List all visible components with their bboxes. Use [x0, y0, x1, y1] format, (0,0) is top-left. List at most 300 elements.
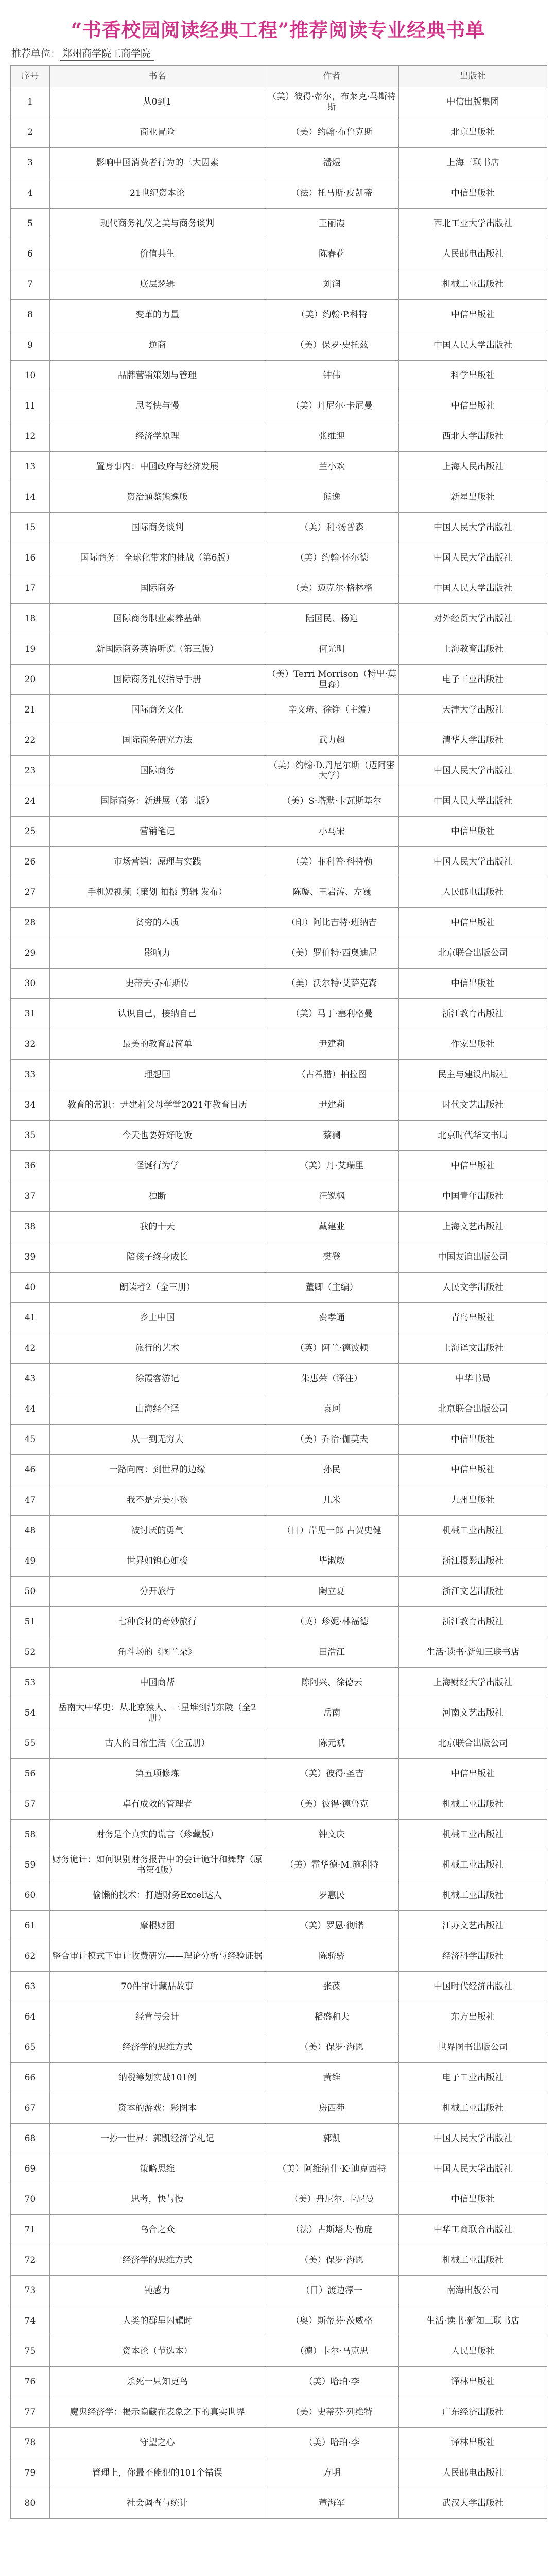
- book-title: 国际商务：新进展（第二版）: [50, 786, 265, 817]
- book-author: （美）保罗·海恩: [265, 2032, 399, 2063]
- row-no: 23: [11, 756, 50, 786]
- book-title: 管理上，你最不能犯的101个错误: [50, 2458, 265, 2488]
- book-title: 策略思维: [50, 2154, 265, 2184]
- table-row: [11, 999, 547, 1029]
- table-row: [11, 2306, 547, 2336]
- book-author: 田浩江: [265, 1637, 399, 1668]
- table-body: [11, 87, 547, 2519]
- table-row: [11, 573, 547, 604]
- row-no: 80: [11, 2488, 50, 2519]
- row-no: 68: [11, 2124, 50, 2154]
- book-title: 思考快与慢: [50, 391, 265, 421]
- page-title: “书香校园阅读经典工程”推荐阅读专业经典书单: [71, 19, 485, 41]
- book-title: 资本的游戏：彩图本: [50, 2093, 265, 2124]
- book-title: 国际商务谈判: [50, 513, 265, 543]
- book-author: 刘润: [265, 269, 399, 300]
- book-author: 陈璇、王岩涛、左巍: [265, 877, 399, 908]
- book-title: 我的十天: [50, 1212, 265, 1242]
- row-no: 49: [11, 1546, 50, 1577]
- book-author: 毕淑敏: [265, 1546, 399, 1577]
- book-author: 小马宋: [265, 817, 399, 847]
- book-author: 袁珂: [265, 1394, 399, 1425]
- book-title: 一抄一世界：郭凯经济学札记: [50, 2124, 265, 2154]
- book-publisher: 江苏文艺出版社: [399, 1911, 547, 1941]
- book-author: 张葆: [265, 1972, 399, 2002]
- row-no: 1: [11, 87, 50, 117]
- book-title: 中国商帮: [50, 1668, 265, 1698]
- book-title: 第五项修炼: [50, 1759, 265, 1789]
- book-title: 从一到无穷大: [50, 1425, 265, 1455]
- table-row: [11, 330, 547, 361]
- book-publisher: 中国青年出版社: [399, 1181, 547, 1212]
- book-publisher: 中信出版社: [399, 391, 547, 421]
- book-author: 王丽霞: [265, 209, 399, 239]
- table-row: [11, 2397, 547, 2428]
- row-no: 5: [11, 209, 50, 239]
- table-row: [11, 786, 547, 817]
- row-no: 36: [11, 1151, 50, 1181]
- book-publisher: 中信出版集团: [399, 87, 547, 117]
- row-no: 71: [11, 2215, 50, 2245]
- row-no: 4: [11, 178, 50, 209]
- table-row: [11, 2124, 547, 2154]
- table-row: [11, 2032, 547, 2063]
- book-title: 人类的群星闪耀时: [50, 2306, 265, 2336]
- book-author: 陈阿兴、徐德云: [265, 1668, 399, 1698]
- table-row: [11, 756, 547, 786]
- row-no: 30: [11, 969, 50, 999]
- row-no: 13: [11, 452, 50, 482]
- book-publisher: 世界图书出版公司: [399, 2032, 547, 2063]
- row-no: 42: [11, 1333, 50, 1364]
- table-row: [11, 1364, 547, 1394]
- book-publisher: 北京联合出版公司: [399, 1394, 547, 1425]
- row-no: 47: [11, 1485, 50, 1516]
- row-no: 11: [11, 391, 50, 421]
- row-no: 74: [11, 2306, 50, 2336]
- table-row: [11, 1121, 547, 1151]
- book-author: 辛文琦、徐铮（主编）: [265, 695, 399, 725]
- table-row: [11, 817, 547, 847]
- book-author: 蔡澜: [265, 1121, 399, 1151]
- table-row: [11, 1850, 547, 1880]
- book-title: 魔鬼经济学：揭示隐藏在表象之下的真实世界: [50, 2397, 265, 2428]
- book-author: （美）丹尼尔. 卡尼曼: [265, 2184, 399, 2215]
- book-publisher: 中国人民大学出版社: [399, 330, 547, 361]
- book-author: （美）罗伯特·西奥迪尼: [265, 938, 399, 969]
- table-row: [11, 1698, 547, 1728]
- book-publisher: 中信出版社: [399, 1759, 547, 1789]
- table-row: [11, 1181, 547, 1212]
- book-title: 钝感力: [50, 2276, 265, 2306]
- book-publisher: 中国人民大学出版社: [399, 2154, 547, 2184]
- table-row: [11, 421, 547, 452]
- book-publisher: 民主与建设出版社: [399, 1060, 547, 1090]
- book-title: 国际商务：全球化带来的挑战（第6版）: [50, 543, 265, 573]
- book-title: 思考，快与慢: [50, 2184, 265, 2215]
- book-author: （美）保罗·史托兹: [265, 330, 399, 361]
- book-author: （日）岸见一郎 古贺史健: [265, 1516, 399, 1546]
- row-no: 69: [11, 2154, 50, 2184]
- book-title: 教育的常识：尹建莉父母学堂2021年教育日历: [50, 1090, 265, 1121]
- book-title: 最美的教育最简单: [50, 1029, 265, 1060]
- book-title: 摩根财团: [50, 1911, 265, 1941]
- book-publisher: 对外经贸大学出版社: [399, 604, 547, 634]
- book-title: 置身事内：中国政府与经济发展: [50, 452, 265, 482]
- book-author: 孙民: [265, 1455, 399, 1485]
- row-no: 73: [11, 2276, 50, 2306]
- book-title: 卓有成效的管理者: [50, 1789, 265, 1820]
- table-row: [11, 87, 547, 117]
- book-publisher: 人民邮电出版社: [399, 239, 547, 269]
- book-publisher: 九州出版社: [399, 1485, 547, 1516]
- table-row: [11, 209, 547, 239]
- book-publisher: 上海人民出版社: [399, 452, 547, 482]
- book-title: 旅行的艺术: [50, 1333, 265, 1364]
- book-title: 国际商务: [50, 756, 265, 786]
- book-author: 樊登: [265, 1242, 399, 1273]
- row-no: 62: [11, 1941, 50, 1972]
- book-publisher: 青岛出版社: [399, 1303, 547, 1333]
- book-author: 陈春花: [265, 239, 399, 269]
- book-title: 被讨厌的勇气: [50, 1516, 265, 1546]
- book-title: 今天也要好好吃饭: [50, 1121, 265, 1151]
- row-no: 72: [11, 2245, 50, 2276]
- table-row: [11, 1759, 547, 1789]
- book-title: 国际商务: [50, 573, 265, 604]
- row-no: 59: [11, 1850, 50, 1880]
- book-author: 潘煜: [265, 148, 399, 178]
- book-title: 分开旅行: [50, 1577, 265, 1607]
- book-author: 何光明: [265, 634, 399, 665]
- table-row: [11, 1911, 547, 1941]
- book-author: 武力超: [265, 725, 399, 756]
- book-author: 戴建业: [265, 1212, 399, 1242]
- book-publisher: 经济科学出版社: [399, 1941, 547, 1972]
- book-title: 经济学的思维方式: [50, 2032, 265, 2063]
- book-publisher: 机械工业出版社: [399, 2093, 547, 2124]
- table-row: [11, 300, 547, 330]
- row-no: 77: [11, 2397, 50, 2428]
- book-author: （美）哈珀·李: [265, 2367, 399, 2397]
- table-row: [11, 1242, 547, 1273]
- book-publisher: 电子工业出版社: [399, 665, 547, 695]
- book-title: 国际商务文化: [50, 695, 265, 725]
- book-title: 底层逻辑: [50, 269, 265, 300]
- book-publisher: 时代文艺出版社: [399, 1090, 547, 1121]
- book-publisher: 北京联合出版公司: [399, 938, 547, 969]
- book-author: 钟文庆: [265, 1820, 399, 1850]
- book-title: 从0到1: [50, 87, 265, 117]
- book-author: （美）菲利普·科特勒: [265, 847, 399, 877]
- table-row: [11, 1212, 547, 1242]
- table-row: [11, 178, 547, 209]
- book-publisher: 中信出版社: [399, 1151, 547, 1181]
- table-row: [11, 361, 547, 391]
- book-author: 汪锐枫: [265, 1181, 399, 1212]
- table-row: [11, 1972, 547, 2002]
- row-no: 70: [11, 2184, 50, 2215]
- book-title: 史蒂夫·乔布斯传: [50, 969, 265, 999]
- book-publisher: 科学出版社: [399, 361, 547, 391]
- book-title: 价值共生: [50, 239, 265, 269]
- book-publisher: 机械工业出版社: [399, 1789, 547, 1820]
- table-row: [11, 2063, 547, 2093]
- book-publisher: 武汉大学出版社: [399, 2488, 547, 2519]
- table-row: [11, 1303, 547, 1333]
- table-row: [11, 269, 547, 300]
- table-row: [11, 1151, 547, 1181]
- row-no: 61: [11, 1911, 50, 1941]
- book-publisher: 中国人民大学出版社: [399, 756, 547, 786]
- row-no: 51: [11, 1607, 50, 1637]
- column-header-publisher: 出版社: [399, 66, 547, 87]
- table-row: [11, 1516, 547, 1546]
- table-row: [11, 482, 547, 513]
- row-no: 37: [11, 1181, 50, 1212]
- book-author: （奥）斯蒂芬·茨威格: [265, 2306, 399, 2336]
- table-row: [11, 2154, 547, 2184]
- row-no: 43: [11, 1364, 50, 1394]
- book-title: 变革的力量: [50, 300, 265, 330]
- row-no: 53: [11, 1668, 50, 1698]
- book-publisher: 作家出版社: [399, 1029, 547, 1060]
- book-publisher: 中国时代经济出版社: [399, 1972, 547, 2002]
- book-title: 我不是完美小孩: [50, 1485, 265, 1516]
- table-row: [11, 2367, 547, 2397]
- book-author: （美）哈珀·李: [265, 2428, 399, 2458]
- book-publisher: 中信出版社: [399, 1425, 547, 1455]
- row-no: 21: [11, 695, 50, 725]
- row-no: 32: [11, 1029, 50, 1060]
- row-no: 24: [11, 786, 50, 817]
- book-title: 独断: [50, 1181, 265, 1212]
- book-author: （美）马丁·塞利格曼: [265, 999, 399, 1029]
- book-author: 稻盛和夫: [265, 2002, 399, 2032]
- book-title: 新国际商务英语听说（第三版）: [50, 634, 265, 665]
- book-publisher: 中国人民大学出版社: [399, 786, 547, 817]
- table-row: [11, 1880, 547, 1911]
- table-row: [11, 634, 547, 665]
- book-publisher: 中华工商联合出版社: [399, 2215, 547, 2245]
- row-no: 31: [11, 999, 50, 1029]
- book-author: （美）彼得·德鲁克: [265, 1789, 399, 1820]
- book-author: （美）Terri Morrison（特里·莫里森）: [265, 665, 399, 695]
- book-publisher: 浙江教育出版社: [399, 999, 547, 1029]
- row-no: 55: [11, 1728, 50, 1759]
- book-title: 守望之心: [50, 2428, 265, 2458]
- book-title: 商业冒险: [50, 117, 265, 148]
- row-no: 18: [11, 604, 50, 634]
- book-title: 营销笔记: [50, 817, 265, 847]
- book-publisher: 中信出版社: [399, 2184, 547, 2215]
- book-publisher: 南海出版公司: [399, 2276, 547, 2306]
- book-author: （美）乔治·伽莫夫: [265, 1425, 399, 1455]
- table-row: [11, 665, 547, 695]
- recommending-unit-value: 郑州商学院工商学院: [60, 48, 154, 61]
- table-row: [11, 1668, 547, 1698]
- row-no: 39: [11, 1242, 50, 1273]
- book-publisher: 人民邮电出版社: [399, 2458, 547, 2488]
- book-title: 影响力: [50, 938, 265, 969]
- table-row: [11, 847, 547, 877]
- book-title: 资本论（节选本）: [50, 2336, 265, 2367]
- book-author: 黄维: [265, 2063, 399, 2093]
- row-no: 7: [11, 269, 50, 300]
- column-header-title: 书名: [50, 66, 265, 87]
- table-row: [11, 1577, 547, 1607]
- book-publisher: 机械工业出版社: [399, 1820, 547, 1850]
- book-author: 房西苑: [265, 2093, 399, 2124]
- book-title: 品牌营销策划与管理: [50, 361, 265, 391]
- book-author: （美）约翰·D.丹尼尔斯（迈阿密大学）: [265, 756, 399, 786]
- book-title: 山海经全译: [50, 1394, 265, 1425]
- book-publisher: 译林出版社: [399, 2428, 547, 2458]
- row-no: 27: [11, 877, 50, 908]
- table-row: [11, 2002, 547, 2032]
- book-title: 理想国: [50, 1060, 265, 1090]
- book-author: 陈元斌: [265, 1728, 399, 1759]
- book-title: 手机短视频（策划 拍摄 剪辑 发布）: [50, 877, 265, 908]
- book-publisher: 中信出版社: [399, 178, 547, 209]
- book-publisher: 中国人民大学出版社: [399, 847, 547, 877]
- book-publisher: 机械工业出版社: [399, 1516, 547, 1546]
- row-no: 60: [11, 1880, 50, 1911]
- row-no: 78: [11, 2428, 50, 2458]
- table-row: [11, 1637, 547, 1668]
- book-publisher: 天津大学出版社: [399, 695, 547, 725]
- row-no: 56: [11, 1759, 50, 1789]
- book-publisher: 机械工业出版社: [399, 269, 547, 300]
- book-publisher: 西北工业大学出版社: [399, 209, 547, 239]
- book-publisher: 北京时代华文书局: [399, 1121, 547, 1151]
- table-row: [11, 1728, 547, 1759]
- row-no: 67: [11, 2093, 50, 2124]
- table-row: [11, 695, 547, 725]
- book-publisher: 机械工业出版社: [399, 1880, 547, 1911]
- book-title: 杀死一只知更鸟: [50, 2367, 265, 2397]
- row-no: 52: [11, 1637, 50, 1668]
- table-row: [11, 1425, 547, 1455]
- book-author: （美）利·汤普森: [265, 513, 399, 543]
- recommending-unit-label: 推荐单位：: [11, 48, 61, 59]
- row-no: 50: [11, 1577, 50, 1607]
- row-no: 9: [11, 330, 50, 361]
- book-author: （法）托马斯·皮凯蒂: [265, 178, 399, 209]
- table-row: [11, 513, 547, 543]
- table-row: [11, 1485, 547, 1516]
- table-row: [11, 2336, 547, 2367]
- book-publisher: 东方出版社: [399, 2002, 547, 2032]
- book-publisher: 生活·读书·新知三联书店: [399, 2306, 547, 2336]
- row-no: 38: [11, 1212, 50, 1242]
- book-title: 国际商务礼仪指导手册: [50, 665, 265, 695]
- book-title: 陪孩子终身成长: [50, 1242, 265, 1273]
- book-title: 七种食材的奇妙旅行: [50, 1607, 265, 1637]
- table-row: [11, 2458, 547, 2488]
- row-no: 64: [11, 2002, 50, 2032]
- book-author: 陈骄骄: [265, 1941, 399, 1972]
- table-header-row: [11, 66, 547, 87]
- row-no: 41: [11, 1303, 50, 1333]
- row-no: 75: [11, 2336, 50, 2367]
- row-no: 19: [11, 634, 50, 665]
- row-no: 57: [11, 1789, 50, 1820]
- book-publisher: 上海教育出版社: [399, 634, 547, 665]
- book-publisher: 上海文艺出版社: [399, 1212, 547, 1242]
- book-publisher: 生活·读书·新知三联书店: [399, 1637, 547, 1668]
- row-no: 58: [11, 1820, 50, 1850]
- book-publisher: 人民文学出版社: [399, 1273, 547, 1303]
- table-row: [11, 1820, 547, 1850]
- book-title: 乡土中国: [50, 1303, 265, 1333]
- table-row: [11, 1607, 547, 1637]
- book-title: 资治通鉴熊逸版: [50, 482, 265, 513]
- book-author: （美）史蒂芬·列维特: [265, 2397, 399, 2428]
- book-title: 认识自己，接纳自己: [50, 999, 265, 1029]
- book-publisher: 人民出版社: [399, 2336, 547, 2367]
- table-row: [11, 1455, 547, 1485]
- row-no: 20: [11, 665, 50, 695]
- book-author: 几米: [265, 1485, 399, 1516]
- row-no: 26: [11, 847, 50, 877]
- book-publisher: 中信出版社: [399, 817, 547, 847]
- book-title: 贫穷的本质: [50, 908, 265, 938]
- book-author: （日）渡边淳一: [265, 2276, 399, 2306]
- row-no: 79: [11, 2458, 50, 2488]
- book-title: 财务是个真实的谎言（珍藏版）: [50, 1820, 265, 1850]
- row-no: 6: [11, 239, 50, 269]
- book-author: （美）沃尔特·艾萨克森: [265, 969, 399, 999]
- book-author: （印）阿比吉特·班纳吉: [265, 908, 399, 938]
- book-publisher: 上海译文出版社: [399, 1333, 547, 1364]
- book-publisher: 中华书局: [399, 1364, 547, 1394]
- row-no: 2: [11, 117, 50, 148]
- table-row: [11, 725, 547, 756]
- book-title: 偷懒的技术：打造财务Excel达人: [50, 1880, 265, 1911]
- row-no: 12: [11, 421, 50, 452]
- book-title: 纳税筹划实战101例: [50, 2063, 265, 2093]
- book-table: [10, 65, 547, 2519]
- table-row: [11, 2245, 547, 2276]
- book-publisher: 浙江摄影出版社: [399, 1546, 547, 1577]
- book-title: 70件审计藏品故事: [50, 1972, 265, 2002]
- book-author: 陶立夏: [265, 1577, 399, 1607]
- book-title: 怪诞行为学: [50, 1151, 265, 1181]
- book-publisher: 中国人民大学出版社: [399, 543, 547, 573]
- table-row: [11, 117, 547, 148]
- book-title: 国际商务研究方法: [50, 725, 265, 756]
- table-row: [11, 1546, 547, 1577]
- book-publisher: 中信出版社: [399, 300, 547, 330]
- book-publisher: 中信出版社: [399, 908, 547, 938]
- book-title: 徐霞客游记: [50, 1364, 265, 1394]
- book-title: 影响中国消费者行为的三大因素: [50, 148, 265, 178]
- book-title: 社会调查与统计: [50, 2488, 265, 2519]
- table-row: [11, 543, 547, 573]
- table-row: [11, 908, 547, 938]
- table-row: [11, 148, 547, 178]
- book-publisher: 中国人民大学出版社: [399, 513, 547, 543]
- book-author: 岳南: [265, 1698, 399, 1728]
- book-publisher: 中国友谊出版公司: [399, 1242, 547, 1273]
- book-author: 陆国民、杨迎: [265, 604, 399, 634]
- book-author: 熊逸: [265, 482, 399, 513]
- book-author: （美）彼得·圣吉: [265, 1759, 399, 1789]
- book-publisher: 西北大学出版社: [399, 421, 547, 452]
- table-row: [11, 391, 547, 421]
- row-no: 54: [11, 1698, 50, 1728]
